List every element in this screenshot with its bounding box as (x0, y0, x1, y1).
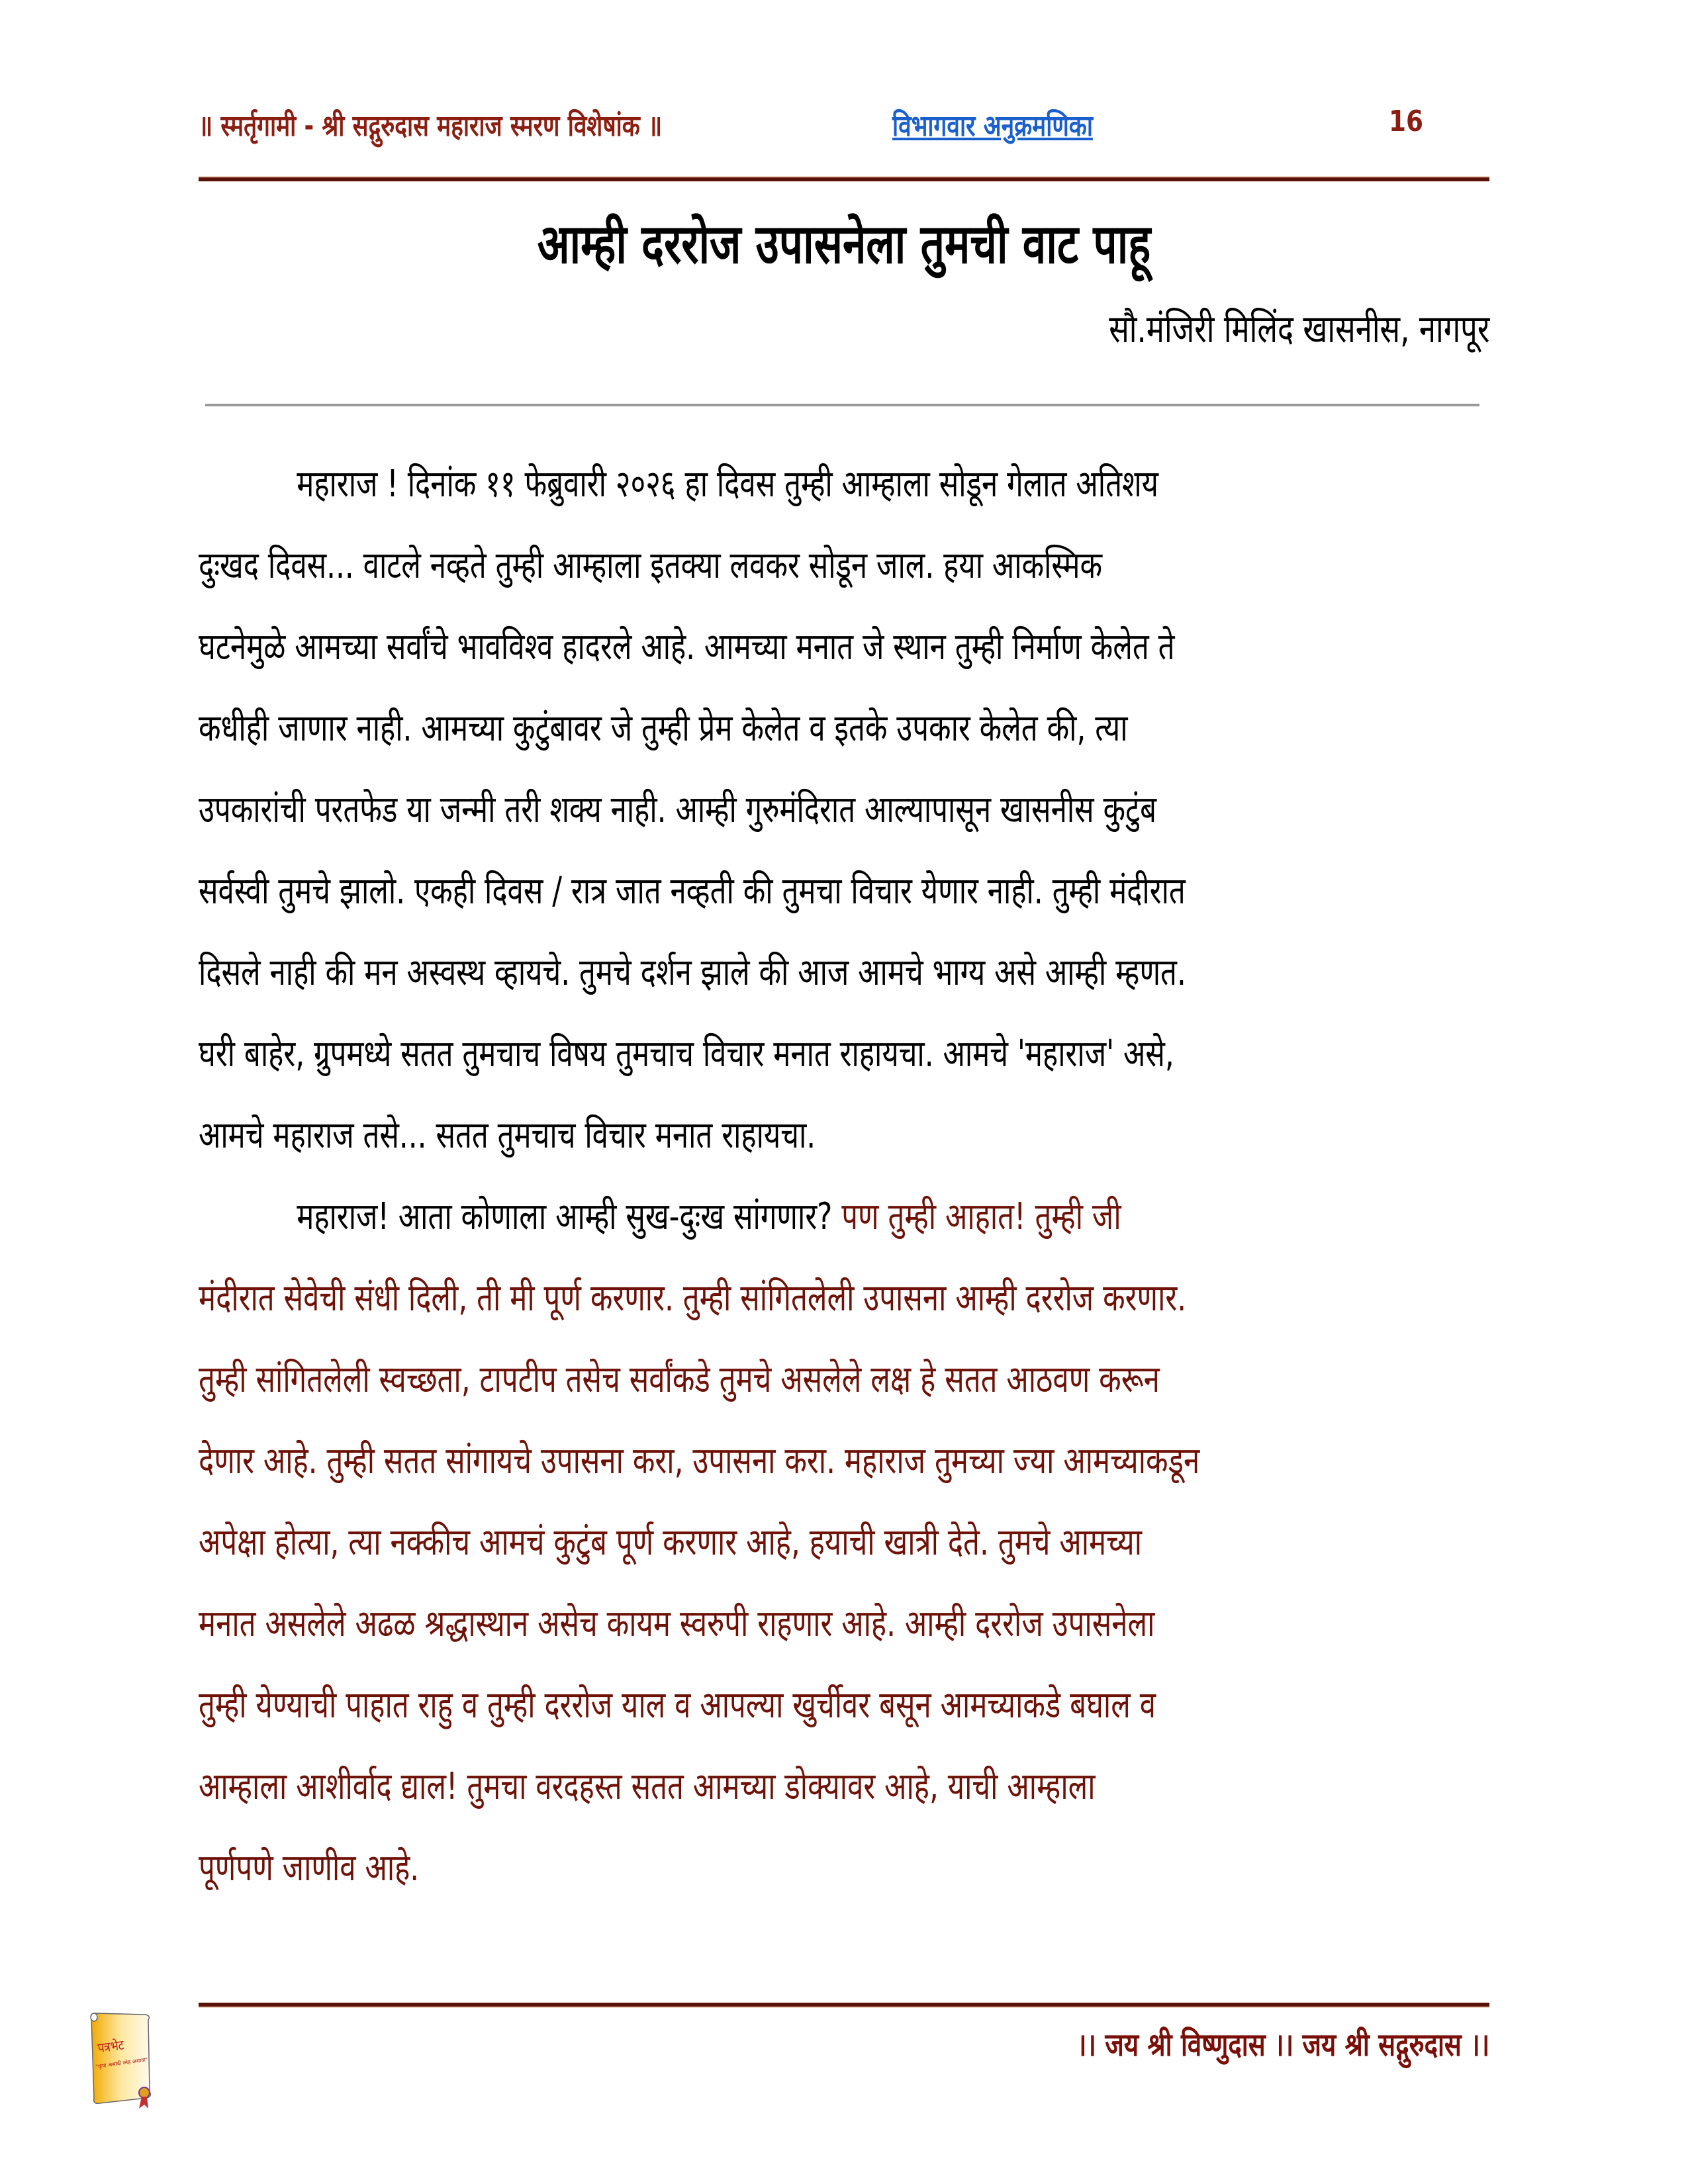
title-divider (205, 404, 1479, 406)
page-number: 16 (1389, 105, 1424, 138)
paragraph-2-line: तुम्ही सांगितलेली स्वच्छता, टापटीप तसेच सर्वांकडे तुमचे असलेले लक्ष हे सतत आठवण करून (199, 1358, 1160, 1401)
paragraph-2-highlight: पण तुम्ही आहात! तुम्ही जी (832, 1195, 1121, 1238)
paragraph-1-line: महाराज ! दिनांक ११ फेब्रुवारी २०२६ हा दिवस तुम्ही आम्हाला सोडून गेलात अतिशय (297, 463, 1159, 506)
footer-divider (199, 2003, 1489, 2007)
paragraph-1-line: उपकारांची परतफेड या जन्मी तरी शक्य नाही. आम्ही गुरुमंदिरात आल्यापासून खासनीस कुटुंब (199, 788, 1157, 831)
paragraph-2-line: मनात असलेले अढळ श्रद्धास्थान असेच कायम स्वरुपी राहणार आहे. आम्ही दररोज उपासनेला (199, 1602, 1155, 1645)
paragraph-2-line: मंदीरात सेवेची संधी दिली, ती मी पूर्ण करणार. तुम्ही सांगितलेली उपासना आम्ही दररोज करणार. (199, 1277, 1187, 1320)
paragraph-1-line: कधीही जाणार नाही. आमच्या कुटुंबावर जे तुम्ही प्रेम केलेत व इतके उपकार केलेत की, त्या (199, 707, 1128, 750)
paragraph-1-line: आमचे महाराज तसे... सतत तुमचाच विचार मनात राहायचा. (199, 1114, 816, 1157)
page-header (199, 99, 1489, 152)
paragraph-2-line: देणार आहे. तुम्ही सतत सांगायचे उपासना करा, उपासना करा. महाराज तुमच्या ज्या आमच्याकडून (199, 1439, 1200, 1482)
paragraph-2-line: तुम्ही येण्याची पाहात राहु व तुम्ही दररोज याल व आपल्या खुर्चीवर बसून आमच्याकडे बघाल व (199, 1684, 1156, 1727)
logo-tagline: "कृपा असावी स्नेह असावा" (95, 2056, 148, 2070)
header-divider (199, 177, 1489, 181)
article-body (199, 443, 1489, 1909)
paragraph-2-line: पूर्णपणे जाणीव आहे. (199, 1846, 420, 1889)
publication-title: ॥ स्मर्तृगामी - श्री सद्गुरुदास महाराज स्मरण विशेषांक ॥ (199, 109, 663, 143)
paragraph-1-line: दिसले नाही की मन अस्वस्थ व्हायचे. तुमचे दर्शन झाले की आज आमचे भाग्य असे आम्ही म्हणत. (199, 951, 1186, 994)
footer-motto: ।। जय श्री विष्णुदास ।। जय श्री सद्गुरुदास ।। (1076, 2026, 1489, 2064)
paragraph-1-line: घरी बाहेर, ग्रुपमध्ये सतत तुमचाच विषय तुमचाच विचार मनात राहायचा. आमचे 'महाराज' असे, (199, 1032, 1174, 1075)
paragraph-2-line: अपेक्षा होत्या, त्या नक्कीच आमचं कुटुंब पूर्ण करणार आहे, हयाची खात्री देते. तुमचे आमच्या (199, 1521, 1143, 1564)
paragraph-2-first-line (199, 1176, 1205, 1257)
article-author: सौ.मंजिरी मिलिंद खासनीस, नागपूर (1108, 306, 1489, 351)
paragraph-1-line: सर्वस्वी तुमचे झालो. एकही दिवस / रात्र जात नव्हती की तुमचा विचार येणार नाही. तुम्ही मंदीरात (199, 870, 1186, 913)
paragraph-1-line: घटनेमुळे आमच्या सर्वांचे भावविश्व हादरले आहे. आमच्या मनात जे स्थान तुम्ही निर्माण केलेत ते (199, 625, 1175, 668)
paragraph-2-line: आम्हाला आशीर्वाद द्याल! तुमचा वरदहस्त सतत आमच्या डोक्यावर आहे, याची आम्हाला (199, 1765, 1096, 1808)
paragraph-2-question: महाराज! आता कोणाला आम्ही सुख-दुःख सांगणार? (297, 1195, 833, 1238)
article-title: आम्ही दररोज उपासनेला तुमची वाट पाहू (537, 213, 1151, 276)
patrabhet-scroll-logo (86, 2012, 159, 2111)
logo-label: पत्रभेट (97, 2036, 125, 2056)
paragraph-1-line: दुःखद दिवस... वाटले नव्हते तुम्ही आम्हाला इतक्या लवकर सोडून जाल. हया आकस्मिक (199, 544, 1103, 587)
section-index-link[interactable]: विभागवार अनुक्रमणिका (892, 109, 1093, 143)
